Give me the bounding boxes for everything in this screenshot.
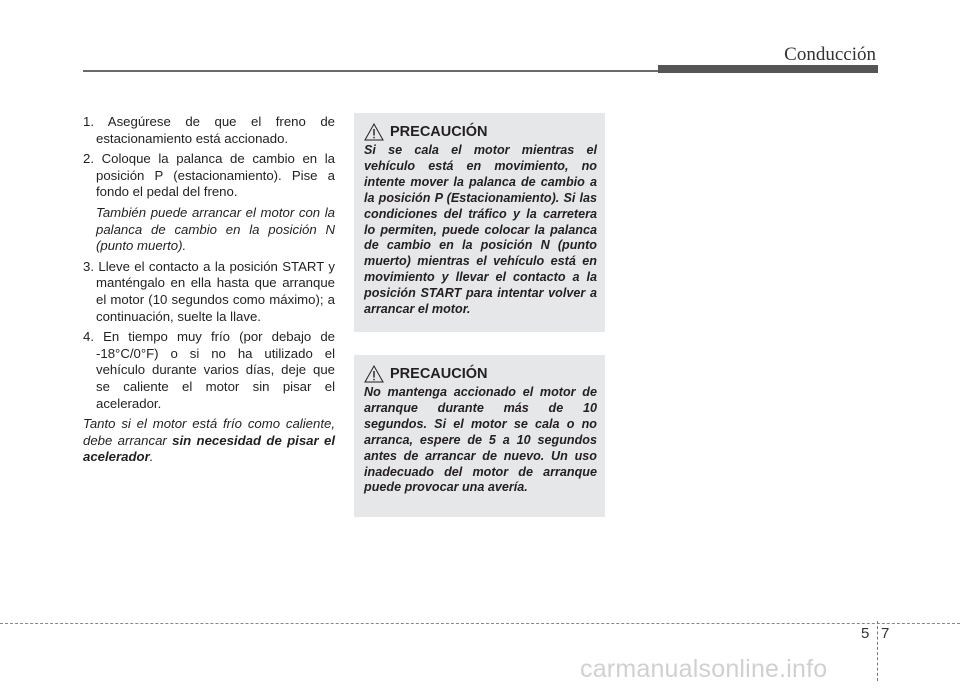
caution-header — [364, 123, 597, 141]
closing-note — [83, 416, 335, 466]
step-note: También puede arrancar el motor con la palanca de cambio en la posición N (punto muerto). — [96, 204, 335, 254]
caution-title: PRECAUCIÓN — [390, 124, 488, 140]
closing-prefix: Tanto si el motor está frío como caliente, debe arrancar — [83, 416, 335, 448]
warning-triangle-icon — [364, 365, 384, 383]
step-4 — [83, 329, 335, 412]
section-title: Conducción — [784, 44, 876, 65]
caution-title: PRECAUCIÓN — [390, 366, 488, 382]
step-text: 3. Lleve el contacto a la posición START y manténgalo en ella hasta que arranque el motor (10 segundos como máximo); a continuación, suelte la llave. — [83, 258, 335, 324]
step-text: 2. Coloque la palanca de cambio en la posición P (estacionamiento). Pise a fondo el pedal del freno. — [83, 151, 335, 200]
header-rule-bar — [658, 65, 878, 73]
instructions-column — [83, 114, 335, 466]
step-3 — [83, 259, 335, 325]
caution-text: Si se cala el motor mientras el vehículo está en movimiento, no intente mover la palanca de cambio a la posición P (Estacionamiento). Si las condiciones del tráfico y la carretera lo permiten, puede colocar la palanca de cambio en la posición N (punto muerto) mientras el vehículo está en movimiento y llevar el contacto a la posición START para intentar volver a arrancar el motor. — [364, 143, 597, 317]
watermark: carmanualsonline.info — [580, 655, 828, 683]
step-1 — [83, 114, 335, 147]
step-text: 4. En tiempo muy frío (por debajo de -18°C/0°F) o si no ha utilizado el vehículo durante varios días, deje que se caliente el motor sin pisar el acelerador. — [83, 329, 335, 411]
closing-bold: sin necesidad de pisar el acelerador — [83, 432, 335, 465]
caution-box-1 — [354, 113, 605, 332]
section-number: 5 — [861, 625, 870, 642]
header-rule — [83, 70, 660, 72]
footer-rule — [0, 623, 960, 624]
steps-list — [83, 114, 335, 412]
caution-box-2 — [354, 355, 605, 517]
page-number-divider — [877, 621, 879, 681]
step-text: 1. Asegúrese de que el freno de estacionamiento está accionado. — [83, 114, 335, 146]
warning-triangle-icon — [364, 123, 384, 141]
page-number: 7 — [881, 625, 890, 642]
closing-suffix: . — [149, 449, 154, 465]
step-2 — [83, 151, 335, 255]
caution-text: No mantenga accionado el motor de arranque durante más de 10 segundos. Si el motor se cala o no arranca, espere de 5 a 10 segundos antes de arrancar de nuevo. Un uso inadecuado del motor de arranque puede provocar una avería. — [364, 385, 597, 495]
caution-header — [364, 365, 597, 383]
